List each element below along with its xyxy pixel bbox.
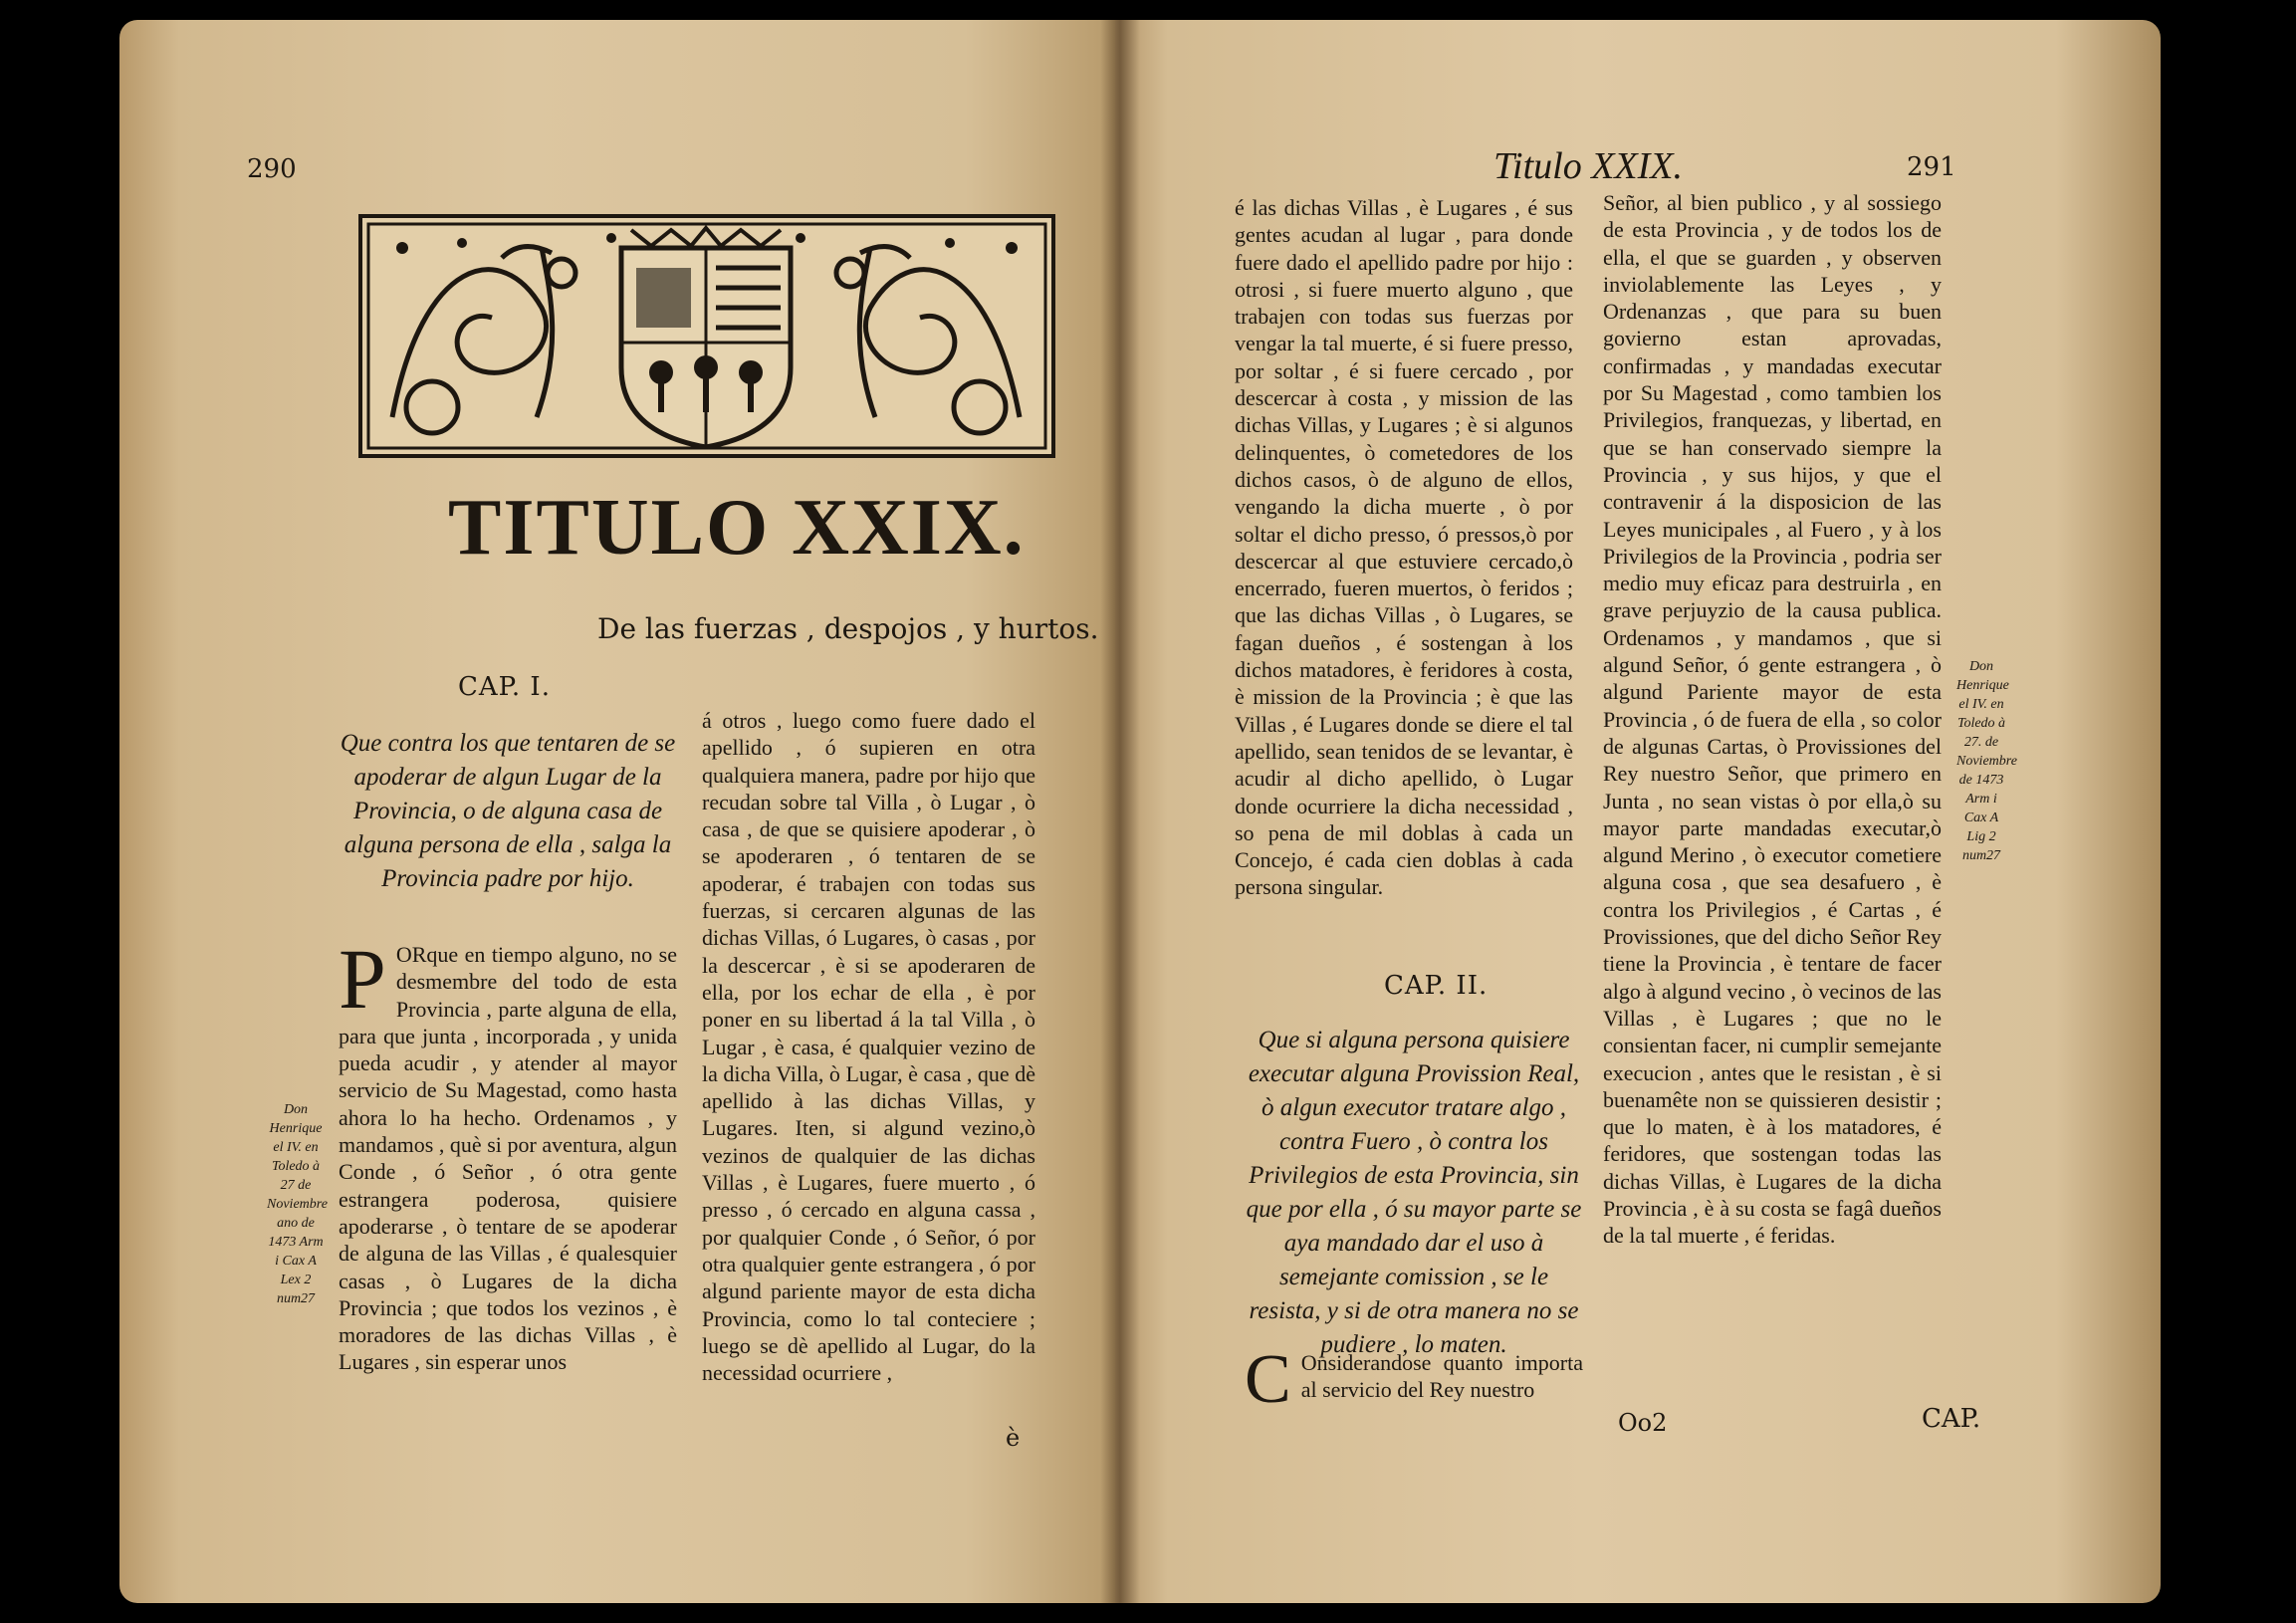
chapter-heading: CAP. I. [458,672,551,702]
right-page [1115,20,2161,1603]
body-column-1-continued [1245,1341,1583,1418]
signature-mark: Oo2 [1618,1409,1668,1437]
book-gutter [1100,20,1140,1603]
chapter-heading: CAP. II. [1384,971,1489,1001]
chapter-summary: Que contra los que tentaren de se apoderar de algun Lugar de la Provincia, o de alguna casa de alguna persona de ella , salga la Provincia padre por hijo. [340,730,676,892]
margin-note: Don Henrique el IV. en Toledo à 27. de Noviembre de 1473 Arm i Cax A Lig 2 num27 [1956,659,2017,863]
body-column-2: á otros , luego como fuere dado el apellido , ó supieren en otra qualquiera manera, padre por hijo que recudan sobre tal Villa , ò Lugar , ò casa , de que se quisiere apoderar , ò se apoderaren , ó tentaren de se apoderar, é trabajen con todas sus fuerzas, si cercaren algunas de las dichas Villas, ó Lugares, ò casas , por la descercar , è si se apoderaren de ella, por los echar de ella , è por poner en su libertad á la tal Villa , ò Lugar , è casa, é qualquier vezino de la dicha Villa, ò Lugar, è casa , que dè apellido à las dichas Villas, y Lugares. Iten, si algund vezino,ò vezinos de qualquier de las dichas Villas , è Lugares, fuere muerto , ó presso , ó cercado en alguna cassa , por qualquier Conde , ó Señor, ó por otra qualquier gente estrangera , ó por algund pariente mayor de esta dicha Provincia, como lo tal conteciere ; luego se dè apellido al Lugar, do la necessidad ocurriere , [702,708,1035,1386]
body-column-1 [339,931,677,1376]
running-head: Titulo XXIX. [1493,145,1683,187]
drop-cap: P [339,931,386,1027]
chapter-summary: Que si alguna persona quisiere executar alguna Provission Real, ò algun executor tratare algo , contra Fuero , ò contra los Privilegios de esta Provincia, sin que por ella , ó su mayor parte se aya mandado dar el uso à semejante comission , se le resista, y si de otra manera no se pudiere , lo maten. [1246,1027,1582,1358]
open-book [119,20,2171,1613]
margin-note: Don Henrique el IV. en Toledo à 27 de Noviembre ano de 1473 Arm i Cax A Lex 2 num27 [267,1102,328,1306]
body-column-2: Señor, al bien publico , y al sossiego de esta Provincia , y de todos los de ella, el que se guarden , y observen inviolablemente las Leyes , y Ordenanzas , que para su buen govierno estan aprovadas, confirmadas , y mandadas executar por Su Magestad , como tambien los Privilegios, franquezas, y libertad, en que se han conservado siempre la Provincia , y sus hijos, y que el contravenir á la disposicion de las Leyes municipales , al Fuero , y à los Privilegios de la Provincia , podria ser medio muy eficaz para destruirla , en grave perjuyzio de la causa publica. Ordenamos , y mandamos , que si algund Señor, ó gente estrangera , ò algund Pariente mayor de esta Provincia , ó de fuera de ella , so color de algunas Cartas, ò Provissiones del Rey nuestro Señor, que primero en Junta , no sean vistas ò por ella,ò su mayor parte mandadas executar,ò algund Merino , ò executor cometiere alguna cosa , que sea desafuero , è contra los Privilegios , é Cartas , é Provissiones, que del dicho Señor Rey tiene la Provincia , è tentare de facer algo à algund vecino , ò vecinos de las Villas , è Lugares ; que no le consientan facer, ni cumplir semejante execucion , antes que le resistan , è si buenamête non se quissieren desistir ; que lo maten, è à los matadores, é feridores, que sostengan todas las dichas Villas, è Lugares de la dicha Provincia , è à su costa se fagâ dueños de la tal muerte , é feridas. [1603,190,1942,1249]
page-number: 291 [1907,152,1956,182]
body-text: Onsiderandose quanto importa al servicio del Rey nuestro [1300,1350,1583,1403]
left-page [119,20,1115,1603]
catchword: CAP. [1922,1404,1981,1434]
page-number: 290 [247,154,297,184]
drop-cap: C [1245,1341,1291,1418]
body-column-1: é las dichas Villas , è Lugares , é sus gentes acudan al lugar , para donde fuere dado el apellido padre por hijo : otrosi , si fuere muerto alguno , que trabajen con todas sus fuerzas por vengar la tal muerte, é si fuere presso, por soltar , é si fuere cercado , por descercar à costa , y mission de las dichas Villas, y Lugares ; è si algunos delinquentes, ò cometedores de los dichos casos, ò de alguno de ellos, vengando la dicha muerte , ò por soltar el dicho presso, ó pressos,ò por descercar al que estuviere cercado,ò encerrado, fueren muertos, ò feridos ; que las dichas Villas , ò Lugares, se fagan dueños , é sostengan à los dichos matadores, è feridores à costa, è mission de la Provincia ; è que las Villas , é Lugares donde se diere el tal apellido, sean tenidos de se levantar, è acudir al dicho apellido, ò Lugar donde ocurriere la dicha necessidad , so pena de mil doblas à cada un Concejo, é cada cien doblas à cada persona singular. [1235,195,1573,900]
catchword: è [1006,1424,1021,1452]
title-subtitle: De las fuerzas , despojos , y hurtos. [597,612,1099,645]
chapter-title: TITULO XXIX. [448,484,1026,572]
woodcut-ornament [358,214,1055,458]
body-text: ORque en tiempo alguno, no se desmembre del todo de esta Provincia , parte alguna de ella, para que junta , incorporada , y unida pueda acudir , y atender al mayor servicio de Su Magestad, como hasta ahora lo ha hecho. Ordenamos , y mandamos , què si por aventura, algun Conde , ó Señor , ó otra gente estrangera poderosa, quisiere apoderarse , ò tentare de se apoderar de alguna de las Villas , é qualesquier casas , ò Lugares de la dicha Provincia ; que todos los vezinos , è moradores de las dichas Villas , è Lugares , sin esperar unos [339,942,677,1375]
coat-of-arms-banner-icon [362,218,1051,454]
